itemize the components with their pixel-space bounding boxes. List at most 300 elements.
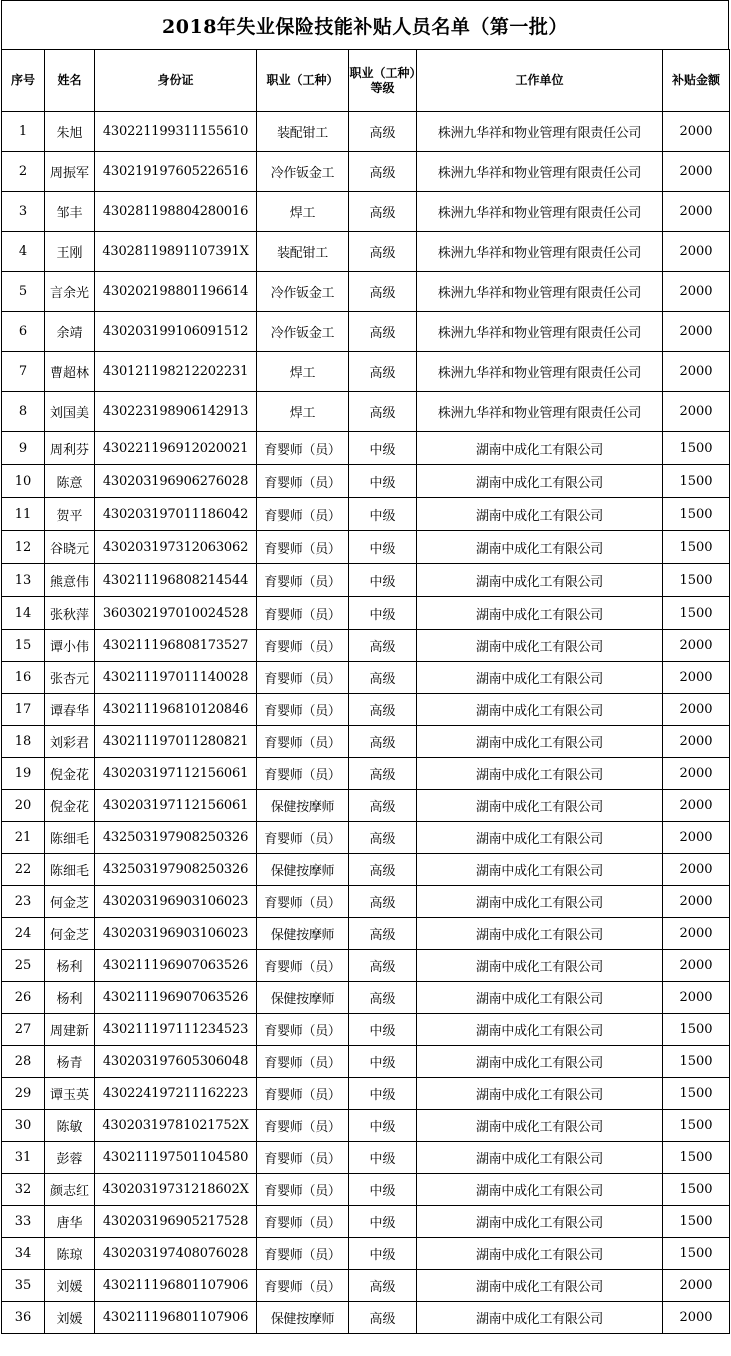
cell-occupation: 育婴师（员） <box>257 630 349 662</box>
cell-work-unit: 湖南中成化工有限公司 <box>417 726 663 758</box>
cell-id-number: 430211196907063526 <box>95 982 257 1014</box>
cell-level: 中级 <box>349 597 417 630</box>
cell-work-unit: 湖南中成化工有限公司 <box>417 432 663 465</box>
cell-level: 高级 <box>349 726 417 758</box>
cell-id-number: 430211197501104580 <box>95 1142 257 1174</box>
cell-level: 高级 <box>349 272 417 312</box>
table-row <box>2 1046 730 1078</box>
cell-level: 高级 <box>349 112 417 152</box>
cell-level: 中级 <box>349 1046 417 1078</box>
cell-occupation: 育婴师（员） <box>257 726 349 758</box>
table-row <box>2 694 730 726</box>
table-body <box>2 112 730 1334</box>
cell-seq: 32 <box>2 1174 45 1206</box>
cell-level: 高级 <box>349 630 417 662</box>
cell-work-unit: 湖南中成化工有限公司 <box>417 982 663 1014</box>
cell-id-number: 430281198804280016 <box>95 192 257 232</box>
cell-id-number: 430211196810120846 <box>95 694 257 726</box>
cell-id-number: 430203196903106023 <box>95 918 257 950</box>
cell-work-unit: 湖南中成化工有限公司 <box>417 1174 663 1206</box>
cell-amount: 2000 <box>663 982 730 1014</box>
cell-seq: 16 <box>2 662 45 694</box>
table-row <box>2 630 730 662</box>
header-seq: 序号 <box>2 50 45 112</box>
cell-id-number: 430203197312063062 <box>95 531 257 564</box>
cell-occupation: 焊工 <box>257 192 349 232</box>
cell-level: 高级 <box>349 886 417 918</box>
cell-seq: 28 <box>2 1046 45 1078</box>
cell-name: 陈细毛 <box>45 854 95 886</box>
cell-seq: 31 <box>2 1142 45 1174</box>
table-row <box>2 918 730 950</box>
header-name: 姓名 <box>45 50 95 112</box>
cell-seq: 21 <box>2 822 45 854</box>
cell-name: 余靖 <box>45 312 95 352</box>
cell-work-unit: 湖南中成化工有限公司 <box>417 790 663 822</box>
cell-work-unit: 株洲九华祥和物业管理有限责任公司 <box>417 312 663 352</box>
cell-name: 朱旭 <box>45 112 95 152</box>
cell-name: 倪金花 <box>45 790 95 822</box>
cell-amount: 2000 <box>663 662 730 694</box>
table-row <box>2 1110 730 1142</box>
cell-amount: 2000 <box>663 630 730 662</box>
cell-seq: 34 <box>2 1238 45 1270</box>
cell-level: 高级 <box>349 790 417 822</box>
cell-level: 中级 <box>349 1142 417 1174</box>
cell-work-unit: 湖南中成化工有限公司 <box>417 1206 663 1238</box>
table-row <box>2 1302 730 1334</box>
table-row <box>2 232 730 272</box>
table-row <box>2 272 730 312</box>
table-row <box>2 597 730 630</box>
cell-id-number: 43028119891107391X <box>95 232 257 272</box>
cell-seq: 5 <box>2 272 45 312</box>
cell-amount: 1500 <box>663 465 730 498</box>
cell-occupation: 育婴师（员） <box>257 886 349 918</box>
cell-id-number: 430211196808173527 <box>95 630 257 662</box>
cell-work-unit: 湖南中成化工有限公司 <box>417 1014 663 1046</box>
cell-seq: 2 <box>2 152 45 192</box>
cell-level: 中级 <box>349 531 417 564</box>
cell-amount: 1500 <box>663 432 730 465</box>
cell-work-unit: 株洲九华祥和物业管理有限责任公司 <box>417 352 663 392</box>
cell-occupation: 育婴师（员） <box>257 758 349 790</box>
cell-amount: 2000 <box>663 152 730 192</box>
table-row <box>2 1174 730 1206</box>
cell-level: 高级 <box>349 694 417 726</box>
cell-work-unit: 湖南中成化工有限公司 <box>417 694 663 726</box>
cell-amount: 2000 <box>663 950 730 982</box>
cell-level: 中级 <box>349 1014 417 1046</box>
cell-name: 何金芝 <box>45 886 95 918</box>
cell-name: 陈琼 <box>45 1238 95 1270</box>
cell-level: 高级 <box>349 822 417 854</box>
cell-work-unit: 湖南中成化工有限公司 <box>417 597 663 630</box>
cell-work-unit: 湖南中成化工有限公司 <box>417 498 663 531</box>
cell-amount: 1500 <box>663 1174 730 1206</box>
cell-name: 曹超林 <box>45 352 95 392</box>
cell-amount: 1500 <box>663 1078 730 1110</box>
cell-name: 周振军 <box>45 152 95 192</box>
cell-occupation: 育婴师（员） <box>257 432 349 465</box>
cell-seq: 36 <box>2 1302 45 1334</box>
cell-occupation: 育婴师（员） <box>257 1206 349 1238</box>
cell-occupation: 育婴师（员） <box>257 694 349 726</box>
cell-id-number: 430203197112156061 <box>95 758 257 790</box>
cell-level: 中级 <box>349 1174 417 1206</box>
table-row <box>2 758 730 790</box>
cell-occupation: 育婴师（员） <box>257 564 349 597</box>
cell-occupation: 育婴师（员） <box>257 498 349 531</box>
cell-work-unit: 湖南中成化工有限公司 <box>417 822 663 854</box>
cell-occupation: 育婴师（员） <box>257 531 349 564</box>
cell-level: 高级 <box>349 662 417 694</box>
cell-name: 陈敏 <box>45 1110 95 1142</box>
cell-amount: 2000 <box>663 352 730 392</box>
cell-name: 周利芬 <box>45 432 95 465</box>
cell-id-number: 430203199106091512 <box>95 312 257 352</box>
cell-work-unit: 湖南中成化工有限公司 <box>417 950 663 982</box>
cell-work-unit: 湖南中成化工有限公司 <box>417 1142 663 1174</box>
cell-amount: 1500 <box>663 1206 730 1238</box>
cell-name: 刘彩君 <box>45 726 95 758</box>
cell-level: 高级 <box>349 152 417 192</box>
cell-seq: 27 <box>2 1014 45 1046</box>
cell-level: 中级 <box>349 1110 417 1142</box>
cell-name: 言余光 <box>45 272 95 312</box>
cell-id-number: 430211197111234523 <box>95 1014 257 1046</box>
cell-amount: 2000 <box>663 312 730 352</box>
cell-name: 周建新 <box>45 1014 95 1046</box>
cell-work-unit: 湖南中成化工有限公司 <box>417 465 663 498</box>
cell-level: 高级 <box>349 982 417 1014</box>
cell-occupation: 育婴师（员） <box>257 662 349 694</box>
cell-work-unit: 湖南中成化工有限公司 <box>417 1110 663 1142</box>
cell-id-number: 430211196801107906 <box>95 1270 257 1302</box>
cell-id-number: 430203196906276028 <box>95 465 257 498</box>
cell-work-unit: 湖南中成化工有限公司 <box>417 1302 663 1334</box>
cell-name: 杨利 <box>45 982 95 1014</box>
header-id: 身份证 <box>95 50 257 112</box>
cell-occupation: 保健按摩师 <box>257 1302 349 1334</box>
cell-seq: 7 <box>2 352 45 392</box>
table-row <box>2 982 730 1014</box>
cell-occupation: 育婴师（员） <box>257 1078 349 1110</box>
cell-amount: 1500 <box>663 1014 730 1046</box>
cell-work-unit: 湖南中成化工有限公司 <box>417 662 663 694</box>
cell-level: 高级 <box>349 854 417 886</box>
header-level: 职业（工种）等级 <box>349 50 417 112</box>
cell-occupation: 育婴师（员） <box>257 1142 349 1174</box>
cell-id-number: 430211197011280821 <box>95 726 257 758</box>
subsidy-sheet <box>1 0 729 1334</box>
cell-level: 高级 <box>349 1270 417 1302</box>
cell-level: 中级 <box>349 498 417 531</box>
cell-work-unit: 株洲九华祥和物业管理有限责任公司 <box>417 392 663 432</box>
cell-amount: 2000 <box>663 1270 730 1302</box>
cell-occupation: 育婴师（员） <box>257 1174 349 1206</box>
cell-seq: 1 <box>2 112 45 152</box>
cell-amount: 2000 <box>663 822 730 854</box>
cell-level: 高级 <box>349 312 417 352</box>
cell-amount: 1500 <box>663 1142 730 1174</box>
table-row <box>2 854 730 886</box>
cell-seq: 20 <box>2 790 45 822</box>
cell-name: 唐华 <box>45 1206 95 1238</box>
cell-level: 中级 <box>349 1078 417 1110</box>
cell-work-unit: 湖南中成化工有限公司 <box>417 886 663 918</box>
cell-amount: 2000 <box>663 694 730 726</box>
cell-occupation: 育婴师（员） <box>257 1046 349 1078</box>
cell-id-number: 360302197010024528 <box>95 597 257 630</box>
cell-occupation: 保健按摩师 <box>257 982 349 1014</box>
cell-work-unit: 湖南中成化工有限公司 <box>417 918 663 950</box>
cell-amount: 2000 <box>663 854 730 886</box>
cell-name: 陈细毛 <box>45 822 95 854</box>
cell-work-unit: 株洲九华祥和物业管理有限责任公司 <box>417 112 663 152</box>
cell-amount: 2000 <box>663 272 730 312</box>
table-row <box>2 1206 730 1238</box>
cell-amount: 2000 <box>663 232 730 272</box>
cell-amount: 2000 <box>663 790 730 822</box>
cell-seq: 22 <box>2 854 45 886</box>
cell-work-unit: 湖南中成化工有限公司 <box>417 531 663 564</box>
cell-amount: 1500 <box>663 1110 730 1142</box>
cell-occupation: 保健按摩师 <box>257 854 349 886</box>
cell-seq: 35 <box>2 1270 45 1302</box>
page-title: 2018年失业保险技能补贴人员名单（第一批） <box>1 0 729 49</box>
cell-id-number: 43020319731218602X <box>95 1174 257 1206</box>
cell-amount: 1500 <box>663 564 730 597</box>
cell-name: 谭小伟 <box>45 630 95 662</box>
cell-work-unit: 湖南中成化工有限公司 <box>417 1046 663 1078</box>
cell-id-number: 430211196907063526 <box>95 950 257 982</box>
cell-work-unit: 湖南中成化工有限公司 <box>417 630 663 662</box>
table-row <box>2 531 730 564</box>
cell-name: 贺平 <box>45 498 95 531</box>
cell-name: 张杏元 <box>45 662 95 694</box>
cell-occupation: 冷作钣金工 <box>257 272 349 312</box>
cell-id-number: 43020319781021752X <box>95 1110 257 1142</box>
cell-name: 熊意伟 <box>45 564 95 597</box>
cell-work-unit: 株洲九华祥和物业管理有限责任公司 <box>417 152 663 192</box>
cell-occupation: 焊工 <box>257 392 349 432</box>
cell-id-number: 430202198801196614 <box>95 272 257 312</box>
header-unit: 工作单位 <box>417 50 663 112</box>
header-occupation: 职业（工种） <box>257 50 349 112</box>
cell-id-number: 430203196905217528 <box>95 1206 257 1238</box>
cell-occupation: 保健按摩师 <box>257 918 349 950</box>
cell-id-number: 432503197908250326 <box>95 854 257 886</box>
table-row <box>2 112 730 152</box>
table-row <box>2 1270 730 1302</box>
cell-amount: 2000 <box>663 758 730 790</box>
cell-occupation: 冷作钣金工 <box>257 152 349 192</box>
cell-name: 邹丰 <box>45 192 95 232</box>
cell-level: 高级 <box>349 392 417 432</box>
cell-seq: 9 <box>2 432 45 465</box>
cell-level: 高级 <box>349 192 417 232</box>
cell-occupation: 装配钳工 <box>257 232 349 272</box>
table-row <box>2 1142 730 1174</box>
cell-seq: 11 <box>2 498 45 531</box>
cell-amount: 1500 <box>663 498 730 531</box>
header-amount: 补贴金额 <box>663 50 730 112</box>
table-row <box>2 950 730 982</box>
cell-id-number: 430224197211162223 <box>95 1078 257 1110</box>
cell-seq: 23 <box>2 886 45 918</box>
cell-id-number: 430203197605306048 <box>95 1046 257 1078</box>
cell-amount: 2000 <box>663 918 730 950</box>
cell-seq: 4 <box>2 232 45 272</box>
cell-level: 中级 <box>349 564 417 597</box>
cell-seq: 26 <box>2 982 45 1014</box>
cell-name: 彭蓉 <box>45 1142 95 1174</box>
table-row <box>2 822 730 854</box>
cell-work-unit: 湖南中成化工有限公司 <box>417 1078 663 1110</box>
cell-name: 刘国美 <box>45 392 95 432</box>
table-row <box>2 1078 730 1110</box>
cell-seq: 15 <box>2 630 45 662</box>
cell-name: 谭春华 <box>45 694 95 726</box>
subsidy-table <box>1 49 730 1334</box>
cell-level: 高级 <box>349 352 417 392</box>
table-row <box>2 886 730 918</box>
cell-occupation: 育婴师（员） <box>257 950 349 982</box>
table-row <box>2 790 730 822</box>
cell-occupation: 育婴师（员） <box>257 1270 349 1302</box>
cell-seq: 13 <box>2 564 45 597</box>
cell-seq: 18 <box>2 726 45 758</box>
cell-occupation: 育婴师（员） <box>257 1238 349 1270</box>
cell-amount: 2000 <box>663 1302 730 1334</box>
cell-level: 高级 <box>349 232 417 272</box>
cell-occupation: 冷作钣金工 <box>257 312 349 352</box>
cell-seq: 6 <box>2 312 45 352</box>
table-row <box>2 1238 730 1270</box>
cell-name: 谭玉英 <box>45 1078 95 1110</box>
cell-id-number: 430221199311155610 <box>95 112 257 152</box>
cell-occupation: 焊工 <box>257 352 349 392</box>
cell-level: 中级 <box>349 465 417 498</box>
cell-name: 杨青 <box>45 1046 95 1078</box>
cell-occupation: 育婴师（员） <box>257 822 349 854</box>
cell-occupation: 育婴师（员） <box>257 465 349 498</box>
cell-amount: 1500 <box>663 1046 730 1078</box>
cell-seq: 17 <box>2 694 45 726</box>
cell-occupation: 装配钳工 <box>257 112 349 152</box>
cell-seq: 8 <box>2 392 45 432</box>
cell-level: 中级 <box>349 1238 417 1270</box>
cell-seq: 33 <box>2 1206 45 1238</box>
table-row <box>2 432 730 465</box>
cell-id-number: 430121198212202231 <box>95 352 257 392</box>
cell-id-number: 430221196912020021 <box>95 432 257 465</box>
cell-name: 刘媛 <box>45 1302 95 1334</box>
cell-seq: 10 <box>2 465 45 498</box>
cell-work-unit: 湖南中成化工有限公司 <box>417 564 663 597</box>
cell-name: 王刚 <box>45 232 95 272</box>
table-header-row <box>2 50 730 112</box>
cell-work-unit: 湖南中成化工有限公司 <box>417 854 663 886</box>
cell-seq: 3 <box>2 192 45 232</box>
table-row <box>2 564 730 597</box>
cell-amount: 1500 <box>663 531 730 564</box>
cell-name: 颜志红 <box>45 1174 95 1206</box>
cell-occupation: 育婴师（员） <box>257 1110 349 1142</box>
table-row <box>2 152 730 192</box>
cell-level: 中级 <box>349 1206 417 1238</box>
cell-id-number: 430203197112156061 <box>95 790 257 822</box>
cell-id-number: 430203196903106023 <box>95 886 257 918</box>
cell-name: 杨利 <box>45 950 95 982</box>
cell-amount: 2000 <box>663 886 730 918</box>
cell-occupation: 育婴师（员） <box>257 1014 349 1046</box>
cell-work-unit: 株洲九华祥和物业管理有限责任公司 <box>417 192 663 232</box>
table-row <box>2 662 730 694</box>
table-row <box>2 392 730 432</box>
cell-work-unit: 株洲九华祥和物业管理有限责任公司 <box>417 232 663 272</box>
cell-name: 张秋萍 <box>45 597 95 630</box>
cell-amount: 1500 <box>663 597 730 630</box>
cell-work-unit: 湖南中成化工有限公司 <box>417 758 663 790</box>
cell-name: 陈意 <box>45 465 95 498</box>
cell-level: 中级 <box>349 432 417 465</box>
cell-seq: 24 <box>2 918 45 950</box>
cell-id-number: 430211196801107906 <box>95 1302 257 1334</box>
cell-amount: 1500 <box>663 1238 730 1270</box>
cell-amount: 2000 <box>663 726 730 758</box>
cell-id-number: 430223198906142913 <box>95 392 257 432</box>
table-row <box>2 352 730 392</box>
table-row <box>2 192 730 232</box>
cell-amount: 2000 <box>663 192 730 232</box>
cell-amount: 2000 <box>663 392 730 432</box>
cell-amount: 2000 <box>663 112 730 152</box>
cell-id-number: 430211196808214544 <box>95 564 257 597</box>
cell-id-number: 430203197408076028 <box>95 1238 257 1270</box>
cell-level: 高级 <box>349 1302 417 1334</box>
cell-seq: 29 <box>2 1078 45 1110</box>
cell-seq: 14 <box>2 597 45 630</box>
cell-id-number: 430219197605226516 <box>95 152 257 192</box>
cell-name: 何金芝 <box>45 918 95 950</box>
cell-id-number: 432503197908250326 <box>95 822 257 854</box>
cell-seq: 25 <box>2 950 45 982</box>
table-row <box>2 312 730 352</box>
cell-work-unit: 湖南中成化工有限公司 <box>417 1270 663 1302</box>
cell-level: 高级 <box>349 950 417 982</box>
table-row <box>2 726 730 758</box>
table-row <box>2 498 730 531</box>
cell-work-unit: 湖南中成化工有限公司 <box>417 1238 663 1270</box>
cell-seq: 30 <box>2 1110 45 1142</box>
cell-work-unit: 株洲九华祥和物业管理有限责任公司 <box>417 272 663 312</box>
cell-level: 高级 <box>349 918 417 950</box>
cell-name: 刘媛 <box>45 1270 95 1302</box>
cell-seq: 19 <box>2 758 45 790</box>
cell-level: 高级 <box>349 758 417 790</box>
cell-seq: 12 <box>2 531 45 564</box>
cell-occupation: 保健按摩师 <box>257 790 349 822</box>
table-row <box>2 465 730 498</box>
cell-occupation: 育婴师（员） <box>257 597 349 630</box>
cell-name: 倪金花 <box>45 758 95 790</box>
cell-id-number: 430203197011186042 <box>95 498 257 531</box>
cell-id-number: 430211197011140028 <box>95 662 257 694</box>
table-row <box>2 1014 730 1046</box>
cell-name: 谷晓元 <box>45 531 95 564</box>
